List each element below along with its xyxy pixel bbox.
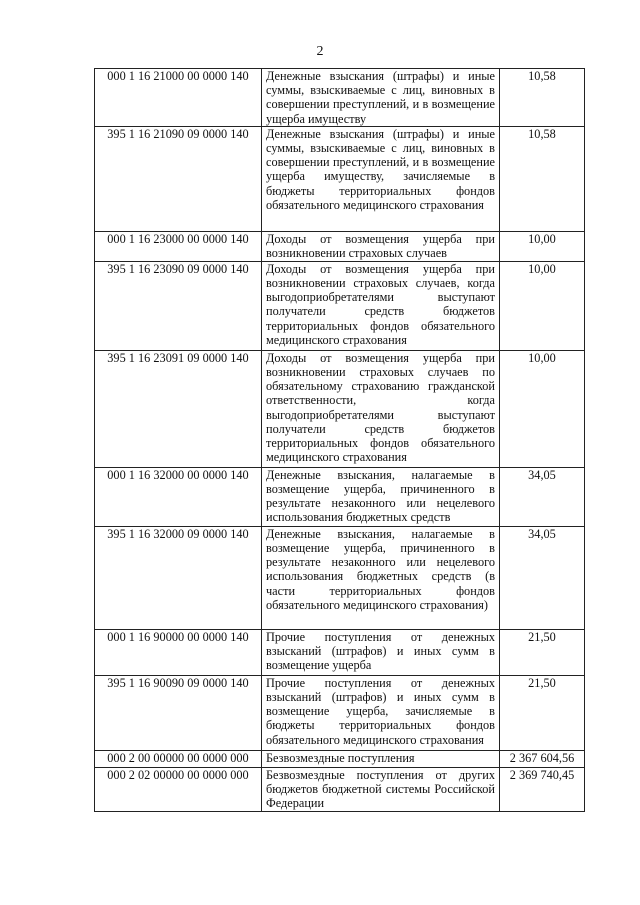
revenue-table bbox=[94, 68, 585, 812]
table-row bbox=[95, 350, 585, 467]
table-row bbox=[95, 467, 585, 526]
row-code: 395 1 16 23091 09 0000 140 bbox=[95, 350, 262, 467]
row-name: Доходы от возмещения ущерба при возникновении страховых случаев, когда выгодоприобретателями выступают получатели средств бюджетов территориальных фондов обязательного медицинского страхования bbox=[262, 261, 500, 350]
row-name: Безвозмездные поступления bbox=[262, 750, 500, 767]
row-amount: 34,05 bbox=[500, 467, 585, 526]
row-amount: 10,00 bbox=[500, 261, 585, 350]
row-name: Денежные взыскания (штрафы) и иные суммы, взыскиваемые с лиц, виновных в совершении преступлений, и в возмещение ущерба имуществу, зачисляемые в бюджеты территориальных фондов обязательного медицинского страхования bbox=[262, 126, 500, 231]
row-amount: 10,00 bbox=[500, 350, 585, 467]
row-name: Прочие поступления от денежных взысканий (штрафов) и иных сумм в возмещение ущерба, зачисляемые в бюджеты территориальных фондов обязательного медицинского страхования bbox=[262, 675, 500, 750]
row-code: 395 1 16 21090 09 0000 140 bbox=[95, 126, 262, 231]
row-code: 000 1 16 21000 00 0000 140 bbox=[95, 69, 262, 127]
table-row bbox=[95, 526, 585, 629]
row-name: Безвозмездные поступления от других бюджетов бюджетной системы Российской Федерации bbox=[262, 767, 500, 811]
row-name: Денежные взыскания (штрафы) и иные суммы, взыскиваемые с лиц, виновных в совершении преступлений, и в возмещение ущерба имуществу bbox=[262, 69, 500, 127]
row-name: Доходы от возмещения ущерба при возникновении страховых случаев bbox=[262, 231, 500, 261]
row-code: 000 2 00 00000 00 0000 000 bbox=[95, 750, 262, 767]
row-code: 000 1 16 90000 00 0000 140 bbox=[95, 629, 262, 675]
row-code: 000 1 16 23000 00 0000 140 bbox=[95, 231, 262, 261]
row-name: Денежные взыскания, налагаемые в возмещение ущерба, причиненного в результате незаконного или нецелевого использования бюджетных средств (в части территориальных фондов обязательного медицинского страхования) bbox=[262, 526, 500, 629]
table-row bbox=[95, 261, 585, 350]
row-name: Доходы от возмещения ущерба при возникновении страховых случаев по обязательному страхованию гражданской ответственности, когда выгодоприобретателями выступают получатели средств бюджетов территориальных фондов обязательного медицинского страхования bbox=[262, 350, 500, 467]
table-row bbox=[95, 767, 585, 811]
row-amount: 2 367 604,56 bbox=[500, 750, 585, 767]
table-row bbox=[95, 675, 585, 750]
row-code: 395 1 16 90090 09 0000 140 bbox=[95, 675, 262, 750]
row-code: 395 1 16 23090 09 0000 140 bbox=[95, 261, 262, 350]
row-code: 000 1 16 32000 00 0000 140 bbox=[95, 467, 262, 526]
row-amount: 10,58 bbox=[500, 69, 585, 127]
page-number: 2 bbox=[316, 44, 324, 59]
table-row bbox=[95, 750, 585, 767]
row-amount: 21,50 bbox=[500, 629, 585, 675]
row-amount: 21,50 bbox=[500, 675, 585, 750]
table-row bbox=[95, 69, 585, 127]
table-row bbox=[95, 629, 585, 675]
row-code: 395 1 16 32000 09 0000 140 bbox=[95, 526, 262, 629]
row-amount: 34,05 bbox=[500, 526, 585, 629]
table-row bbox=[95, 231, 585, 261]
row-name: Денежные взыскания, налагаемые в возмещение ущерба, причиненного в результате незаконного или нецелевого использования бюджетных средств bbox=[262, 467, 500, 526]
row-name: Прочие поступления от денежных взысканий (штрафов) и иных сумм в возмещение ущерба bbox=[262, 629, 500, 675]
table-row bbox=[95, 126, 585, 231]
row-amount: 2 369 740,45 bbox=[500, 767, 585, 811]
row-amount: 10,58 bbox=[500, 126, 585, 231]
row-amount: 10,00 bbox=[500, 231, 585, 261]
row-code: 000 2 02 00000 00 0000 000 bbox=[95, 767, 262, 811]
